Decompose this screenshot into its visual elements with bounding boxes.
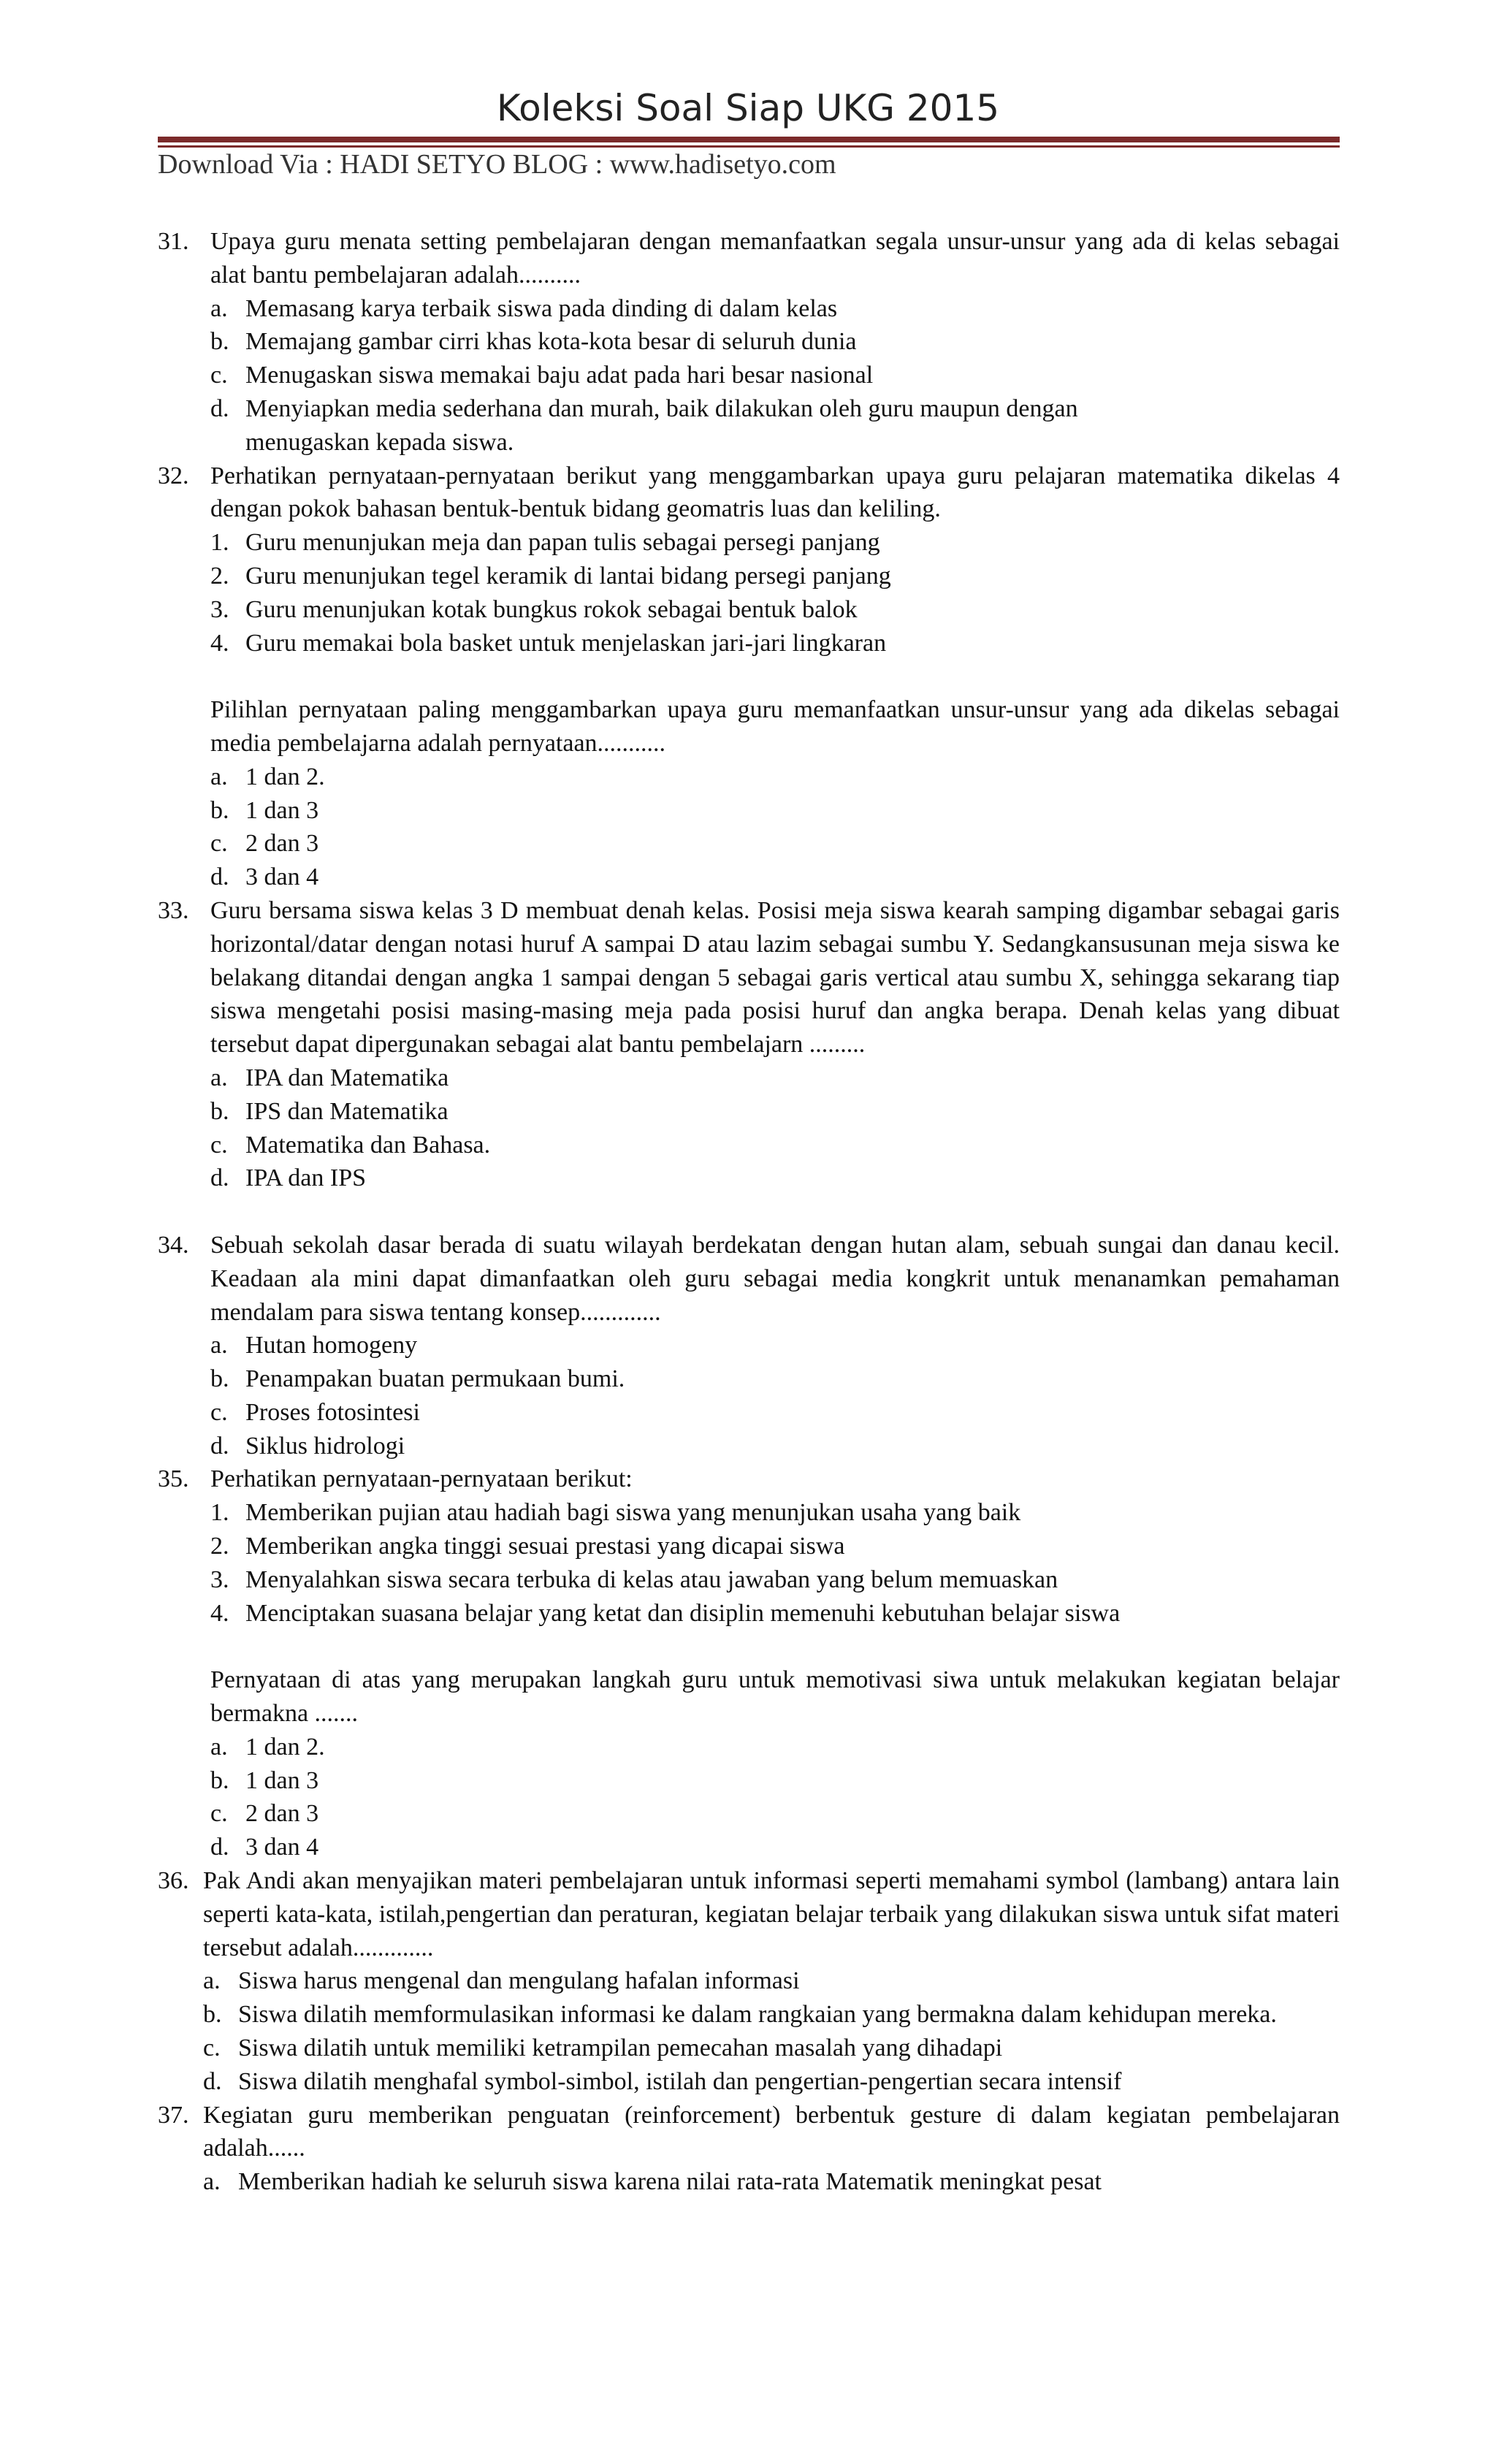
option-text: Memberikan hadiah ke seluruh siswa karena nilai rata-rata Matematik meningkat pesat	[238, 2168, 1102, 2196]
statement-label: 3.	[210, 595, 229, 623]
question-stem: Perhatikan pernyataan-pernyataan berikut:	[210, 1465, 633, 1493]
statement-item	[210, 1496, 1340, 1530]
option-label: d.	[203, 2067, 222, 2095]
statement-item	[210, 593, 1340, 627]
answer-options	[203, 2165, 1340, 2199]
option-label: d.	[210, 1164, 229, 1192]
spacer	[210, 1630, 1340, 1663]
question-prompt: Pernyataan di atas yang merupakan langkah guru untuk memotivasi siwa untuk melakukan kegiatan belajar bermakna .......	[210, 1666, 1340, 1728]
answer-option	[210, 827, 1340, 861]
statement-text: Guru menunjukan tegel keramik di lantai bidang persegi panjang	[245, 562, 891, 590]
answer-option	[210, 861, 1340, 894]
answer-option	[210, 292, 1340, 326]
option-text: IPS dan Matematika	[245, 1097, 449, 1125]
option-text: 3 dan 4	[245, 1834, 319, 1861]
statement-text: Memberikan angka tinggi sesuai prestasi yang dicapai siswa	[245, 1533, 845, 1560]
question-35	[158, 1462, 1340, 1864]
option-text: Menyiapkan media sederhana dan murah, baik dilakukan oleh guru maupun dengan menugaskan kepada siswa.	[245, 394, 1078, 456]
answer-option	[210, 1731, 1340, 1764]
statement-item	[210, 1563, 1340, 1597]
statement-text: Guru memakai bola basket untuk menjelaskan jari-jari lingkaran	[245, 629, 887, 657]
question-37	[158, 2099, 1340, 2199]
question-number: 31.	[158, 228, 189, 255]
answer-options	[210, 1329, 1340, 1462]
statement-label: 1.	[210, 529, 229, 557]
question-stem: Kegiatan guru memberikan penguatan (reinforcement) berbentuk gesture di dalam kegiatan pembelajaran adalah......	[203, 2101, 1340, 2162]
question-number: 37.	[158, 2101, 189, 2129]
statement-label: 1.	[210, 1499, 229, 1527]
question-list	[158, 225, 1340, 2199]
option-label: c.	[210, 1398, 228, 1426]
document-title: Koleksi Soal Siap UKG 2015	[496, 87, 1000, 129]
header-rule-thick	[158, 137, 1340, 142]
answer-option	[210, 794, 1340, 828]
statement-item	[210, 627, 1340, 660]
option-text: Proses fotosintesi	[245, 1398, 420, 1426]
option-label: c.	[210, 362, 228, 389]
option-label: c.	[210, 830, 228, 858]
option-text: 1 dan 2.	[245, 763, 325, 790]
option-text: Menugaskan siswa memakai baju adat pada hari besar nasional	[245, 362, 874, 389]
option-label: a.	[210, 1064, 228, 1091]
spacer	[210, 1195, 1340, 1229]
option-label: a.	[210, 1733, 228, 1761]
answer-option	[210, 1430, 1340, 1463]
answer-options	[210, 760, 1340, 894]
question-31	[158, 225, 1340, 459]
option-text: Hutan homogeny	[245, 1332, 418, 1359]
option-text: IPA dan IPS	[245, 1164, 367, 1192]
option-label: d.	[210, 1834, 229, 1861]
option-text: Siswa dilatih untuk memiliki ketrampilan pemecahan masalah yang dihadapi	[238, 2034, 1003, 2062]
answer-option	[203, 1964, 1340, 1998]
answer-options	[210, 292, 1340, 459]
option-text: 1 dan 3	[245, 1766, 319, 1794]
document-subtitle: Download Via : HADI SETYO BLOG : www.hadisetyo.com	[158, 149, 836, 180]
option-text: Memajang gambar cirri khas kota-kota besar di seluruh dunia	[245, 328, 857, 356]
answer-option	[210, 359, 1340, 392]
option-text: 1 dan 3	[245, 796, 319, 824]
answer-option	[210, 1797, 1340, 1831]
question-number: 36.	[158, 1867, 189, 1895]
option-text: Penampakan buatan permukaan bumi.	[245, 1365, 625, 1393]
answer-options	[210, 1731, 1340, 1864]
question-number: 32.	[158, 462, 189, 489]
statement-item	[210, 560, 1340, 593]
option-text: 2 dan 3	[245, 830, 319, 858]
option-label: b.	[210, 796, 229, 824]
answer-option	[210, 1129, 1340, 1162]
answer-option	[203, 2165, 1340, 2199]
question-number: 35.	[158, 1465, 189, 1493]
option-text: Matematika dan Bahasa.	[245, 1131, 491, 1159]
option-label: c.	[203, 2034, 221, 2062]
option-text: Siklus hidrologi	[245, 1432, 405, 1460]
statement-text: Guru menunjukan meja dan papan tulis sebagai persegi panjang	[245, 529, 880, 557]
answer-options	[203, 1964, 1340, 2098]
statement-label: 4.	[210, 1599, 229, 1627]
answer-option	[210, 1831, 1340, 1864]
option-label: a.	[210, 763, 228, 790]
question-prompt: Pilihlan pernyataan paling menggambarkan upaya guru memanfaatkan unsur-unsur yang ada dikelas sebagai media pembelajarna adalah pernyataan...........	[210, 696, 1340, 757]
option-label: b.	[210, 1097, 229, 1125]
question-stem: Upaya guru menata setting pembelajaran dengan memanfaatkan segala unsur-unsur yang ada di kelas sebagai alat bantu pembelajaran adalah..........	[210, 228, 1340, 289]
option-text: Siswa dilatih menghafal symbol-simbol, istilah dan pengertian-pengertian secara intensif	[238, 2067, 1122, 2095]
answer-option	[203, 1998, 1340, 2032]
answer-option	[210, 1329, 1340, 1362]
option-text: 3 dan 4	[245, 863, 319, 891]
option-text: Memasang karya terbaik siswa pada dinding di dalam kelas	[245, 294, 838, 322]
spacer	[210, 660, 1340, 693]
question-number: 34.	[158, 1231, 189, 1259]
option-label: a.	[210, 1332, 228, 1359]
answer-option	[210, 1362, 1340, 1396]
option-label: b.	[210, 328, 229, 356]
statement-label: 3.	[210, 1565, 229, 1593]
option-label: b.	[210, 1365, 229, 1393]
statement-text: Memberikan pujian atau hadiah bagi siswa yang menunjukan usaha yang baik	[245, 1499, 1021, 1527]
question-stem: Perhatikan pernyataan-pernyataan berikut yang menggambarkan upaya guru pelajaran matematika dikelas 4 dengan pokok bahasan bentuk-bentuk bidang geomatris luas dan keliling.	[210, 462, 1340, 523]
statement-text: Menciptakan suasana belajar yang ketat dan disiplin memenuhi kebutuhan belajar siswa	[245, 1599, 1121, 1627]
statement-list	[210, 526, 1340, 660]
question-36	[158, 1864, 1340, 2099]
option-label: a.	[203, 1967, 221, 1995]
answer-option	[210, 325, 1340, 359]
question-stem: Sebuah sekolah dasar berada di suatu wilayah berdekatan dengan hutan alam, sebuah sungai dan danau kecil. Keadaan ala mini dapat dimanfaatkan oleh guru sebagai media kongkrit untuk menanamkan pemahaman mendalam para siswa tentang konsep.............	[210, 1231, 1340, 1326]
option-label: d.	[210, 394, 229, 422]
option-label: b.	[203, 2001, 222, 2029]
question-32	[158, 459, 1340, 894]
question-33	[158, 894, 1340, 1229]
question-stem: Guru bersama siswa kelas 3 D membuat denah kelas. Posisi meja siswa kearah samping digambar sebagai garis horizontal/datar dengan notasi huruf A sampai D atau lazim sebagai sumbu Y. Sedangkansusunan meja siswa ke belakang ditandai dengan angka 1 sampai dengan 5 sebagai garis vertical atau sumbu X, sehingga sekarang tiap siswa mengetahi posisi masing-masing meja pada posisi huruf dan angka berapa. Denah kelas yang dibuat tersebut dapat dipergunakan sebagai alat bantu pembelajarn .........	[210, 896, 1340, 1059]
question-34	[158, 1229, 1340, 1463]
option-text: Siswa dilatih memformulasikan informasi ke dalam rangkaian yang bermakna dalam kehidupan mereka.	[238, 2001, 1277, 2029]
option-label: a.	[210, 294, 228, 322]
statement-item	[210, 526, 1340, 560]
option-label: b.	[210, 1766, 229, 1794]
statement-text: Menyalahkan siswa secara terbuka di kelas atau jawaban yang belum memuaskan	[245, 1565, 1058, 1593]
answer-option	[210, 1095, 1340, 1129]
statement-label: 2.	[210, 562, 229, 590]
question-number: 33.	[158, 896, 189, 924]
option-label: d.	[210, 863, 229, 891]
answer-option	[210, 1396, 1340, 1430]
answer-option	[210, 760, 1340, 794]
statement-list	[210, 1496, 1340, 1630]
option-label: d.	[210, 1432, 229, 1460]
option-text: 1 dan 2.	[245, 1733, 325, 1761]
answer-option	[203, 2032, 1340, 2065]
statement-item	[210, 1530, 1340, 1563]
option-label: c.	[210, 1800, 228, 1828]
option-text: Siswa harus mengenal dan mengulang hafalan informasi	[238, 1967, 800, 1995]
answer-option	[210, 1061, 1340, 1095]
statement-label: 2.	[210, 1533, 229, 1560]
option-label: c.	[210, 1131, 228, 1159]
option-label: a.	[203, 2168, 221, 2196]
option-text: IPA dan Matematika	[245, 1064, 449, 1091]
answer-option	[210, 392, 1340, 459]
statement-label: 4.	[210, 629, 229, 657]
statement-item	[210, 1597, 1340, 1630]
answer-option	[210, 1162, 1340, 1195]
statement-text: Guru menunjukan kotak bungkus rokok sebagai bentuk balok	[245, 595, 858, 623]
answer-option	[203, 2065, 1340, 2099]
option-text: 2 dan 3	[245, 1800, 319, 1828]
answer-options	[210, 1061, 1340, 1195]
answer-option	[210, 1764, 1340, 1798]
question-stem: Pak Andi akan menyajikan materi pembelajaran untuk informasi seperti memahami symbol (lambang) antara lain seperti kata-kata, istilah,pengertian dan peraturan, kegiatan belajar terbaik yang dilakukan siswa untuk sifat materi tersebut adalah.............	[203, 1867, 1340, 1961]
